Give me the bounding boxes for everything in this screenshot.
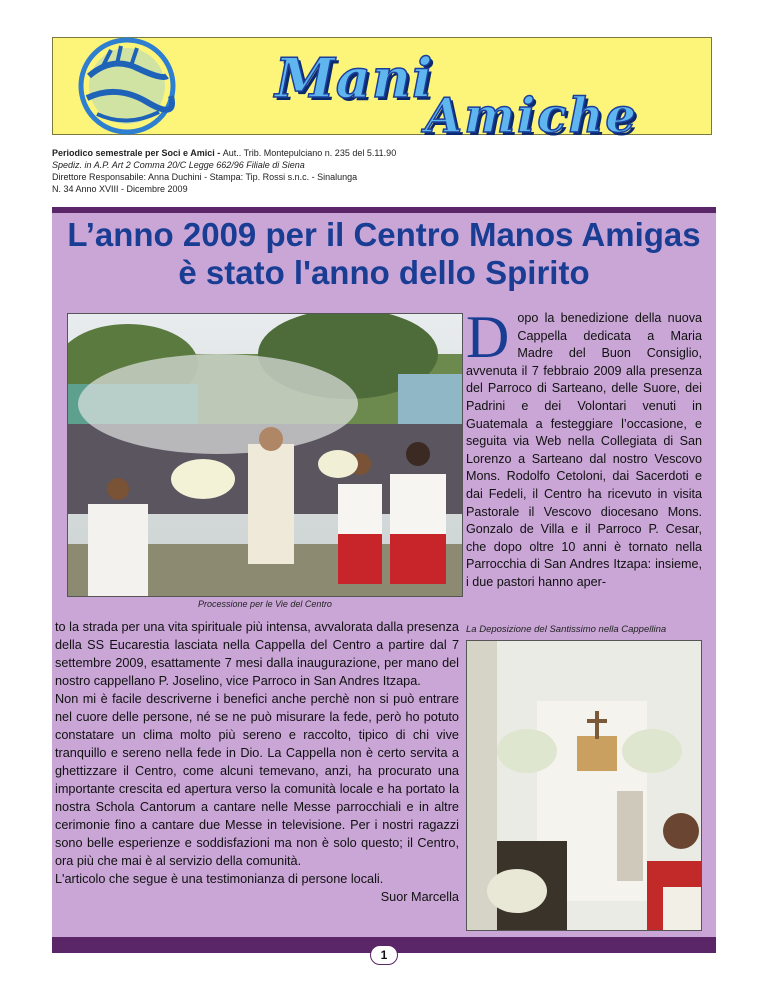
right-column-text: opo la benedizione della nuova Cappella dedicata a Maria Madre del Buon Consiglio, avvenuta il 7 febbraio 2009 alla presenza del Parroco di Sarteano, delle Suore, dei Padrini e dei Volontari venuti in Guatemala a festeggiare l’occasione, e seguita via Web nella Collegiata di San Lorenzo a Sarteano dal nostro Vescovo Mons. Rodolfo Cetoloni, dai Sacerdoti e dai Fedeli, il Centro ha ricevuto in visita Pastorale il Vescovo diocesano Mons. Gonzalo de Villa e il Parroco P. Cesar, che dopo oltre 10 anni è tornato nella Parrocchia di San Andres Itzapa: insieme, i due pastori hanno aper- [466, 311, 702, 589]
pubinfo-line-4: N. 34 Anno XVIII - Dicembre 2009 [52, 184, 188, 194]
pubinfo-line-1 [52, 147, 692, 159]
procession-photo-illustration [68, 314, 463, 597]
drop-cap: D [466, 304, 510, 370]
masthead-title-mani: Mani [275, 46, 434, 110]
pubinfo-line-3: Direttore Responsabile: Anna Duchini - Stampa: Tip. Rossi s.n.c. - Sinalunga [52, 172, 358, 182]
headline-line-1: L’anno 2009 per il Centro Manos Amigas [67, 216, 701, 253]
chapel-photo-caption: La Deposizione del Santissimo nella Cappellina [466, 624, 667, 635]
publication-info [52, 147, 692, 195]
left-paragraph-3: L'articolo che segue è una testimonianza di persone locali. [55, 872, 384, 886]
pubinfo-line1-bold: Periodico semestrale per Soci e Amici - [52, 148, 223, 158]
page-number: 1 [370, 945, 398, 965]
pubinfo-line1-rest: Aut.. Trib. Montepulciano n. 235 del 5.11.90 [222, 148, 397, 158]
left-paragraph-2: Non mi è facile descriverne i benefici anche perchè non si può entrare nel cuore delle persone, né se ne può misurare la fede, però ho potuto constatare un clima molto più sereno e raccolto, tipico di chi vive tranquillo e sereno nella fede in Dio. La Cappella non è certo servita a ghettizzare il Centro, come alcuni temevano, anzi, ha procurato una importante crescita ed apertura verso la comunità locale e ha portato la nostra Schola Cantorum a cantare nelle Messe parrocchiali e in altre cerimonie fino a cantare due Messe in televisione. Per i nostri ragazzi sono belle esperienze e soddisfazioni ma non è solo questo; il Centro, ora più che mai è al servizio della comunità. [55, 692, 459, 868]
pubinfo-line2-text: Spediz. in A.P. Art 2 Comma 20/C Legge 662/96 Filiale di Siena [52, 160, 305, 170]
masthead [52, 37, 712, 144]
article-headline [52, 216, 716, 292]
masthead-title-amiche: Amiche [425, 88, 638, 144]
left-paragraph-1: to la strada per una vita spirituale più intensa, avvalorata dalla presenza della SS Eucarestia lasciata nella Cappella del Centro a partire dal 7 settembre 2009, esattamente 7 mesi dalla inaugurazione, per mano del nostro cappellano P. Joselino, vice Parroco in San Andres Itzapa. [55, 620, 459, 688]
pubinfo-line-2 [52, 159, 692, 171]
article-right-column [466, 304, 702, 592]
article-signature: Suor Marcella [380, 890, 459, 904]
procession-photo-caption: Processione per le Vie del Centro [198, 599, 332, 609]
article-left-column [55, 618, 459, 906]
headline-line-2: è stato l'anno dello Spirito [178, 254, 590, 291]
chapel-photo-illustration [467, 641, 702, 931]
chapel-photo [466, 640, 702, 931]
logo-hands-globe-icon [67, 36, 185, 136]
procession-photo [67, 313, 463, 597]
